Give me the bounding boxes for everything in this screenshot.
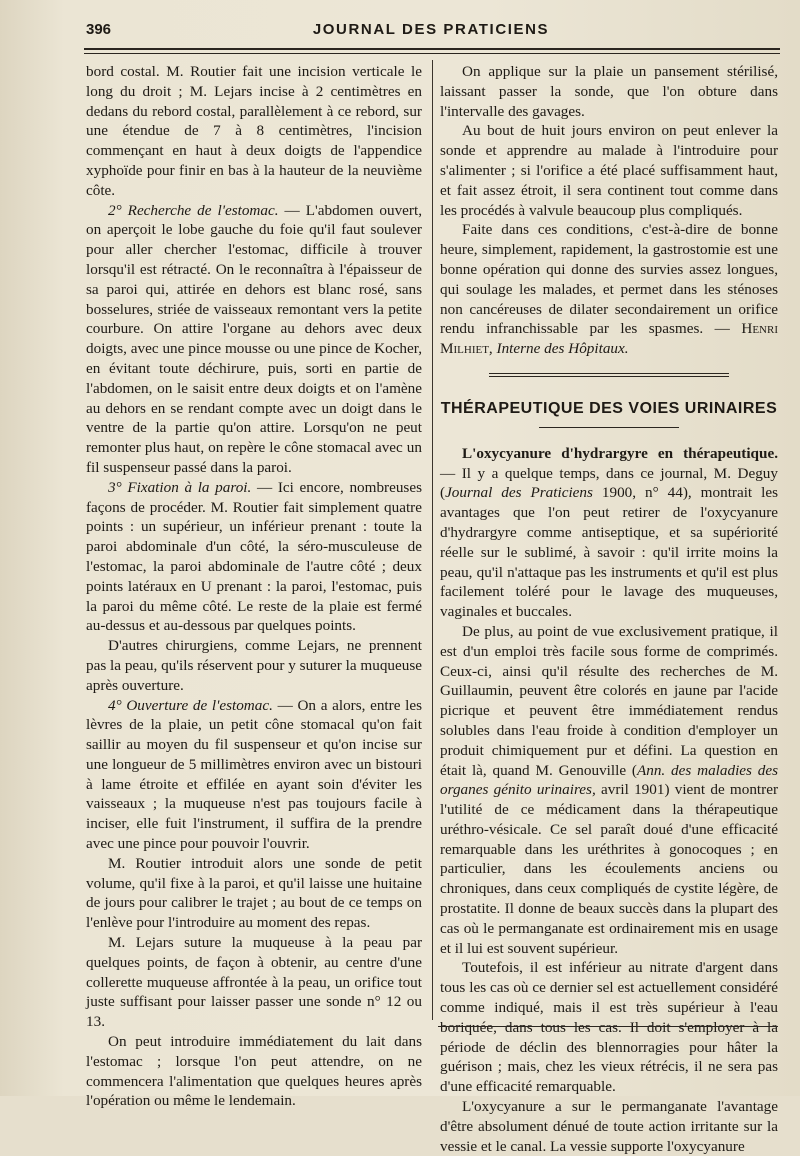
paragraph-body: — L'abdomen ouvert, on aperçoit le lobe gauche du foie qu'il faut soulever pour aller chercher l'estomac, difficile à trouver lorsqu'il est rétracté. On le reconnaîtra à l'épaisseur de sa paroi qui, attirée en dehors est blanc rosé, sans bosselures, striée de vaisseaux remontant vers la petite courbure. On attire l'organe au dehors avec deux doigts, avec une pince mousse ou une pince de Kocher, en évitant toute déchirure, puis, sorti en partie de l'abdomen, on le saisit entre deux doigts et on l'amène au dehors en se rendant compte avec un doigt dans le ventre de la partie qu'on attire. Lorsqu'on ne peut remonter plus haut, on repère le cône stomacal avec un fil suspenseur passé dans la paroi.: [86, 201, 422, 476]
page-header: [86, 20, 776, 44]
paragraph: [86, 201, 422, 478]
paragraph: On peut introduire immédiatement du lait dans l'estomac ; lorsque l'on peut attendre, on ne commencera l'alimentation que quelques heures après l'opération ou même le lendemain.: [86, 1033, 422, 1110]
paragraph: bord costal. M. Routier fait une incision verticale le long du droit ; M. Lejars incise à 2 centimètres en dedans du rebord costal, parallèlement à ce rebord, sur une étendue de 7 à 8 centimètres, l'incision commençant en haut à deux doigts de l'appendice xyphoïde pour finir en bas à la hauteur de la neuvième côte.: [86, 63, 422, 199]
paragraph: M. Routier introduit alors une sonde de petit volume, qu'il fixe à la paroi, et qu'il laisse une huitaine de jours pour calibrer le trajet ; au bout de ce temps on l'enlève pour l'introduire au moment des repas.: [86, 854, 422, 932]
column-divider: [432, 60, 433, 1020]
citation: Ann. des maladies des organes génito urinaires,: [440, 761, 778, 799]
subheading: 3° Fixation à la paroi.: [108, 478, 252, 496]
paragraph-body: — Ici encore, nombreuses façons de procéder. M. Routier fait simplement quatre points : un supérieur, un inférieur prenant : toute la paroi abdominale d'un côté, la séro-musculeuse de l'estomac, la paroi abdominale de l'autre côté ; deux points latéraux en U prenant : la paroi, l'estomac, puis la paroi du même côté. Le reste de la plaie est fermé au-dessus et au-dessous par quelques points.: [86, 478, 422, 635]
paragraph: Toutefois, il est inférieur au nitrate d'argent dans tous les cas où ce dernier sel est actuellement considéré comme indiqué, mais il est très supérieur à l'eau boriquée, dans tous les cas. Il doit s'employer à la période de déclin des blennorragies pour hâter la guérison ; mais, chez les vieux rétrécis, il ne sera pas d'une efficacité remarquable.: [440, 959, 778, 1096]
right-column: [440, 62, 778, 1156]
article-title: L'oxycyanure d'hydrargyre en thérapeutique.: [462, 444, 778, 462]
paragraph-body: — On a alors, entre les lèvres de la plaie, un petit cône stomacal qu'on fait saillir au moyen du fil suspenseur et qu'on incise sur une longueur de 5 millimètres environ avec un bistouri à lame étroite et effilée en ayant soin d'éviter les vaisseaux ; la muqueuse n'est pas toujours facile à inciser, elle fuit l'instrument, il suffira de la prendre avec une pince pour pouvoir l'ouvrir.: [86, 696, 422, 853]
journal-title: JOURNAL DES PRATICIENS: [312, 21, 550, 38]
paragraph: De plus, au point de vue exclusivement pratique, il est d'un emploi très facile sous forme de comprimés. Ceux-ci, ainsi qu'il résulte des recherches de M. Guillaumin, peuvent être colorés en jaune par l'acide picrique et peuvent être immédiatement rendus solubles dans l'eau froide à condition d'employer un produit chimiquement pur et défini. La question en était là, quand M. Genouville (Ann. des maladies des organes génito urinaires, avril 1901) vient de montrer l'utilité de ce médicament dans la thérapeutique uréthro-vésicale. Ce sel paraît doué d'une efficacité remarquable dans les uréthrites à gonocoques ; en particulier, dans les écoulements anciens ou chroniques, dans ceux compliqués de cystite légère, de prostatite. Il donne de beaux succès dans la plupart des cas où le permanganate est ordinairement mis en usage et il lui est souvent supérieur.: [440, 622, 778, 957]
page-number: 396: [86, 21, 112, 38]
author-title: Interne des Hôpitaux.: [496, 340, 629, 358]
section-divider: [489, 373, 729, 374]
subheading: 4° Ouverture de l'estomac.: [108, 696, 273, 714]
paragraph: [86, 478, 422, 636]
left-column: [86, 62, 422, 1111]
subheading: 2° Recherche de l'estomac.: [108, 201, 279, 219]
paragraph: On applique sur la plaie un pansement stérilisé, laissant passer la sonde, que l'on obture dans l'intervalle des gavages.: [440, 63, 778, 120]
paragraph: L'oxycyanure a sur le permanganate l'avantage d'être absolument dénué de toute action irritante sur la vessie et le canal. La vessie supporte l'oxycyanure: [440, 1098, 778, 1155]
paragraph: D'autres chirurgiens, comme Lejars, ne prennent pas la peau, qu'ils réservent pour y suturer la muqueuse après ouverture.: [86, 637, 422, 694]
section-title-underline: [539, 427, 679, 428]
paragraph: M. Lejars suture la muqueuse à la peau par quelques points, de façon à obtenir, au centre d'une collerette muqueuse affrontée à la peau, un orifice tout juste suffisant pour laisser passer une sonde n° 12 ou 13.: [86, 934, 422, 1031]
paragraph: [440, 220, 778, 359]
paragraph: L'oxycyanure d'hydrargyre en thérapeutique. — Il y a quelque temps, dans ce journal, M. Deguy (Journal des Praticiens 1900, n° 44), montrait les avantages que l'on peut retirer de l'oxycyanure d'hydrargyre comme antiseptique, et sa supériorité réelle sur le sublimé, à savoir : qu'il irrite moins la peau, qu'il n'attaque pas les instruments et qu'il est plus facilement toléré pour le lavage des muqueuses, vaginales et buccales.: [440, 444, 778, 621]
citation: Journal des Praticiens: [445, 484, 593, 502]
paragraph-body: Faite dans ces conditions, c'est-à-dire de bonne heure, simplement, rapidement, la gastrostomie est une bonne opération qui donne des survies assez longues, qui soulage les malades, et permet dans les sténoses non cancéreuses de dilater secondairement un orifice rendu infranchissable par les spasmes. —: [440, 221, 778, 338]
bottom-rule: [438, 1026, 778, 1027]
paragraph: [86, 696, 422, 854]
section-title: THÉRAPEUTIQUE DES VOIES URINAIRES: [440, 399, 778, 417]
section-divider-thin: [489, 376, 729, 377]
header-rule-thin: [84, 53, 780, 54]
header-rule: [84, 48, 780, 50]
author-name: Henri Milhiet,: [440, 320, 778, 358]
paragraph: Au bout de huit jours environ on peut enlever la sonde et apprendre au malade à l'introduire pour s'alimenter ; si l'orifice a été placé suffisamment haut, et fait assez étroit, il sera continent tout comme dans les procédés à valvule beaucoup plus compliqués.: [440, 122, 778, 219]
